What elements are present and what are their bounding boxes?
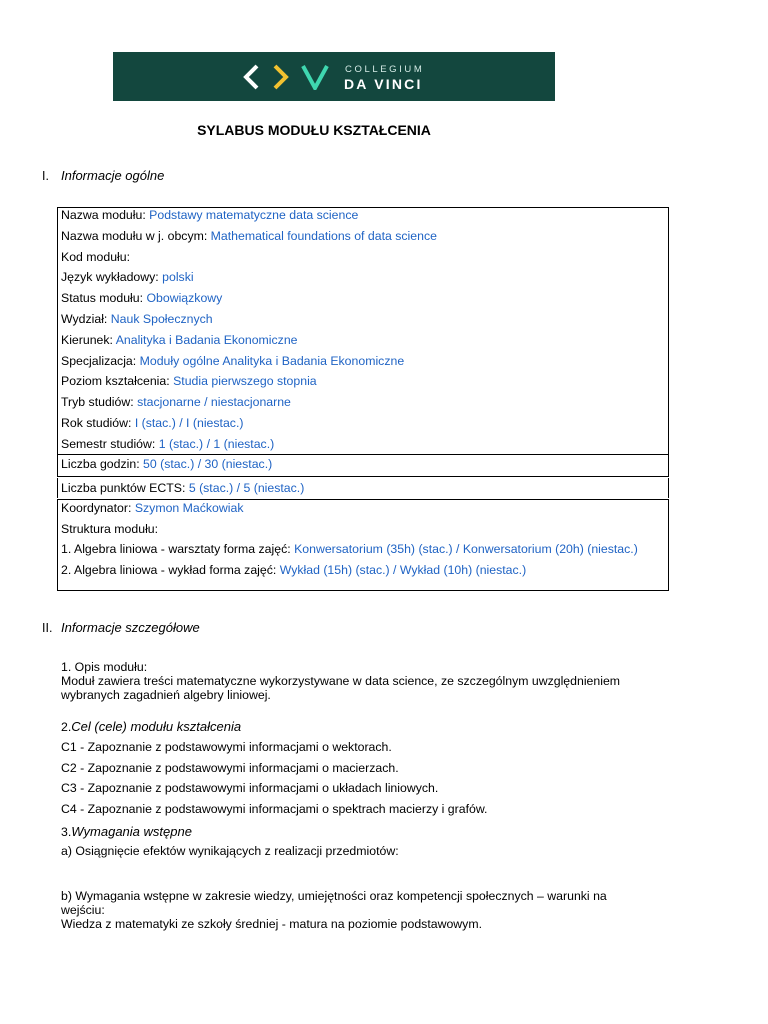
- coordinator-row: [61, 522, 158, 537]
- info-row: [61, 416, 243, 431]
- info-value: polski: [162, 270, 194, 285]
- hours-value: 50 (stac.) / 30 (niestac.): [143, 457, 273, 471]
- requirements-a: a) Osiągnięcie efektów wynikających z realizacji przedmiotów:: [61, 844, 399, 858]
- coordinator-label: 2. Algebra liniowa - wykład forma zajęć:: [61, 563, 280, 578]
- section-1-number: I.: [42, 169, 49, 183]
- info-value: Podstawy matematyczne data science: [149, 208, 359, 222]
- coordinator-value: Szymon Maćkowiak: [134, 501, 244, 515]
- coordinator-label: Koordynator:: [61, 501, 135, 515]
- collegium-da-vinci-logo-icon: [243, 64, 333, 90]
- goals-number: 2.: [61, 720, 72, 734]
- info-row: [61, 374, 317, 389]
- goal-item: C1 - Zapoznanie z podstawowymi informacjami o wektorach.: [61, 740, 392, 754]
- goal-item: C3 - Zapoznanie z podstawowymi informacjami o układach liniowych.: [61, 781, 439, 795]
- info-value: I (stac.) / I (niestac.): [134, 416, 244, 430]
- info-row: [61, 208, 358, 223]
- module-description-line-2: wybranych zagadnień algebry liniowej.: [61, 688, 271, 702]
- section-1-title: Informacje ogólne: [61, 168, 165, 183]
- info-row: [61, 250, 130, 265]
- hours-label: Liczba godzin:: [61, 457, 144, 471]
- info-value: Studia pierwszego stopnia: [173, 374, 317, 389]
- logo-banner: [113, 52, 555, 101]
- info-row: [61, 291, 222, 306]
- info-label: Kierunek:: [61, 332, 116, 347]
- info-label: Rok studiów:: [61, 416, 135, 430]
- goals-title: Cel (cele) modułu kształcenia: [71, 719, 242, 734]
- coordinator-row: [61, 501, 243, 516]
- info-row: [61, 312, 213, 327]
- info-label: Wydział:: [61, 312, 111, 326]
- coordinator-label: Struktura modułu:: [61, 521, 159, 536]
- info-row: [61, 354, 404, 369]
- info-row: [61, 333, 298, 348]
- info-row: [61, 437, 274, 452]
- ects-left-border: [57, 478, 58, 498]
- info-value: Mathematical foundations of data science: [210, 228, 437, 243]
- requirements-heading: [61, 823, 192, 841]
- ects-row: [61, 481, 304, 496]
- requirements-number: 3.: [61, 825, 72, 839]
- logo-text-da-vinci: DA VINCI: [344, 76, 423, 92]
- info-label: Poziom kształcenia:: [61, 374, 174, 389]
- goal-item: C2 - Zapoznanie z podstawowymi informacjami o macierzach.: [61, 760, 399, 775]
- goals-heading: [61, 718, 241, 736]
- info-value: Analityka i Badania Ekonomiczne: [115, 332, 298, 347]
- info-row: [61, 229, 437, 244]
- info-value: Obowiązkowy: [146, 291, 223, 306]
- ects-right-border: [668, 478, 669, 498]
- info-value: 1 (stac.) / 1 (niestac.): [158, 436, 275, 451]
- info-value: Nauk Społecznych: [110, 312, 213, 326]
- requirements-title: Wymagania wstępne: [71, 824, 192, 839]
- info-value: stacjonarne / niestacjonarne: [137, 395, 291, 410]
- requirements-b-line-1: b) Wymagania wstępne w zakresie wiedzy, umiejętności oraz kompetencji społecznych – warunki na: [61, 889, 607, 903]
- section-2-number: II.: [42, 621, 53, 635]
- logo-text-collegium: COLLEGIUM: [345, 64, 425, 75]
- coordinator-value: Wykład (15h) (stac.) / Wykład (10h) (niestac.): [279, 563, 527, 578]
- info-row: [61, 270, 194, 285]
- coordinator-label: 1. Algebra liniowa - warsztaty forma zajęć:: [61, 542, 295, 557]
- document-title: SYLABUS MODUŁU KSZTAŁCENIA: [197, 122, 431, 138]
- requirements-b-line-3: Wiedza z matematyki ze szkoły średniej - matura na poziomie podstawowym.: [61, 917, 482, 931]
- info-label: Nazwa modułu w j. obcym:: [61, 228, 211, 243]
- coordinator-row: [61, 542, 638, 557]
- info-label: Tryb studiów:: [61, 395, 138, 410]
- info-label: Semestr studiów:: [61, 436, 159, 451]
- module-description-line-1: Moduł zawiera treści matematyczne wykorzystywane w data science, ze szczególnym uwzględnieniem: [61, 674, 621, 688]
- coordinator-value: Konwersatorium (35h) (stac.) / Konwersatorium (20h) (niestac.): [294, 542, 638, 557]
- ects-label: Liczba punktów ECTS:: [61, 481, 189, 495]
- info-label: Specjalizacja:: [61, 353, 140, 368]
- info-label: Status modułu:: [61, 291, 147, 306]
- info-label: Nazwa modułu:: [61, 208, 150, 222]
- section-2-title: Informacje szczegółowe: [61, 620, 200, 635]
- info-row: [61, 395, 291, 410]
- coordinator-row: [61, 563, 526, 578]
- hours-row: [61, 457, 272, 472]
- info-label: Język wykładowy:: [61, 270, 163, 285]
- info-label: Kod modułu:: [61, 249, 131, 264]
- module-description-heading: 1. Opis modułu:: [61, 660, 148, 674]
- ects-value: 5 (stac.) / 5 (niestac.): [188, 481, 305, 495]
- info-value: Moduły ogólne Analityka i Badania Ekonomiczne: [139, 353, 405, 368]
- requirements-b-line-2: wejściu:: [61, 903, 105, 917]
- goal-item: C4 - Zapoznanie z podstawowymi informacjami o spektrach macierzy i grafów.: [61, 801, 488, 816]
